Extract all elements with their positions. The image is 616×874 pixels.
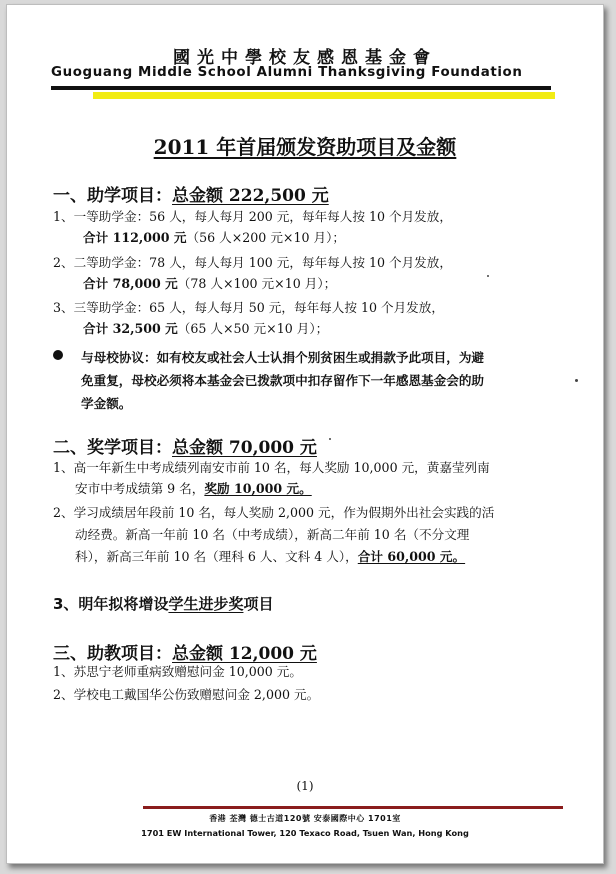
section-3-item-2: 2、学校电工戴国华公伤致赠慰问金 2,000 元。 <box>53 687 320 702</box>
page-number: (1) <box>296 779 314 793</box>
scan-speck <box>329 438 331 440</box>
section-2-label: 二、奖学项目： <box>53 438 172 458</box>
section-1-item-3-line-1: 3、三等助学金：65 人，每人每月 50 元，每年每人按 10 个月发放， <box>53 300 444 315</box>
section-1-item-1-line-1: 1、一等助学金：56 人，每人每月 200 元，每年每人按 10 个月发放， <box>53 209 452 224</box>
scan-speck <box>575 379 578 382</box>
document-page <box>6 4 604 864</box>
item-3-plan: 3、明年拟将增设学生进步奖项目 <box>53 595 274 613</box>
section-3-item-1: 1、苏思宁老师重病致赠慰问金 10,000 元。 <box>53 664 302 679</box>
section-3-label: 三、助教项目： <box>53 644 172 664</box>
header-rule-yellow <box>93 92 555 99</box>
section-3-total: 总金额 12,000 元 <box>172 644 317 664</box>
scan-speck <box>487 275 489 277</box>
section-1-item-1-line-2: 合计 112,000 元（56 人×200 元×10 月）； <box>83 230 345 245</box>
bullet-icon <box>53 350 63 360</box>
foundation-name-chinese: 國光中學校友感恩基金會 <box>173 48 437 68</box>
address-english: 1701 EW International Tower, 120 Texaco Road, Tsuen Wan, Hong Kong <box>141 828 469 838</box>
footer-rule <box>143 806 563 809</box>
section-1-item-3-line-2: 合计 32,500 元（65 人×50 元×10 月）； <box>83 321 329 336</box>
section-2-item-1-line-2: 安市中考成绩第 9 名，奖励 10,000 元。 <box>75 481 312 496</box>
section-2-item-2-line-2: 动经费。新高一年前 10 名（中考成绩），新高二年前 10 名（不分文理 <box>75 527 470 542</box>
section-2-item-2-line-1: 2、学习成绩居年段前 10 名，每人奖励 2,000 元，作为假期外出社会实践的活 <box>53 505 495 520</box>
section-1-item-2-line-1: 2、二等助学金：78 人，每人每月 100 元，每年每人按 10 个月发放， <box>53 255 452 270</box>
address-chinese: 香港 荃灣 德士古道120號 安泰國際中心 1701室 <box>209 814 401 823</box>
section-1-item-2-line-2: 合计 78,000 元（78 人×100 元×10 月）； <box>83 276 337 291</box>
section-1-heading <box>53 181 329 206</box>
section-3-heading <box>53 639 317 664</box>
section-1-total: 总金额 222,500 元 <box>172 186 329 206</box>
document-title: 2011 年首届颁发资助项目及金额 <box>153 135 457 159</box>
foundation-name-english: Guoguang Middle School Alumni Thanksgiving Foundation <box>51 65 523 80</box>
section-2-heading <box>53 433 317 458</box>
section-1-note-text: 与母校协议：如有校友或社会人士认捐个别贫困生或捐款予此项目，为避 免重复，母校必须将本基金会已拨款项中扣存留作下一年感恩基金会的助 学金额。 <box>81 350 484 411</box>
header-rule-black <box>51 86 551 90</box>
section-1-label: 一、助学项目： <box>53 186 172 206</box>
section-2-item-2-line-3: 科），新高三年前 10 名（理科 6 人、文科 4 人），合计 60,000 元。 <box>75 549 466 564</box>
section-2-item-1-line-1: 1、高一年新生中考成绩列南安市前 10 名，每人奖励 10,000 元，黄嘉莹列南 <box>53 460 490 475</box>
section-2-total: 总金额 70,000 元 <box>172 438 317 458</box>
